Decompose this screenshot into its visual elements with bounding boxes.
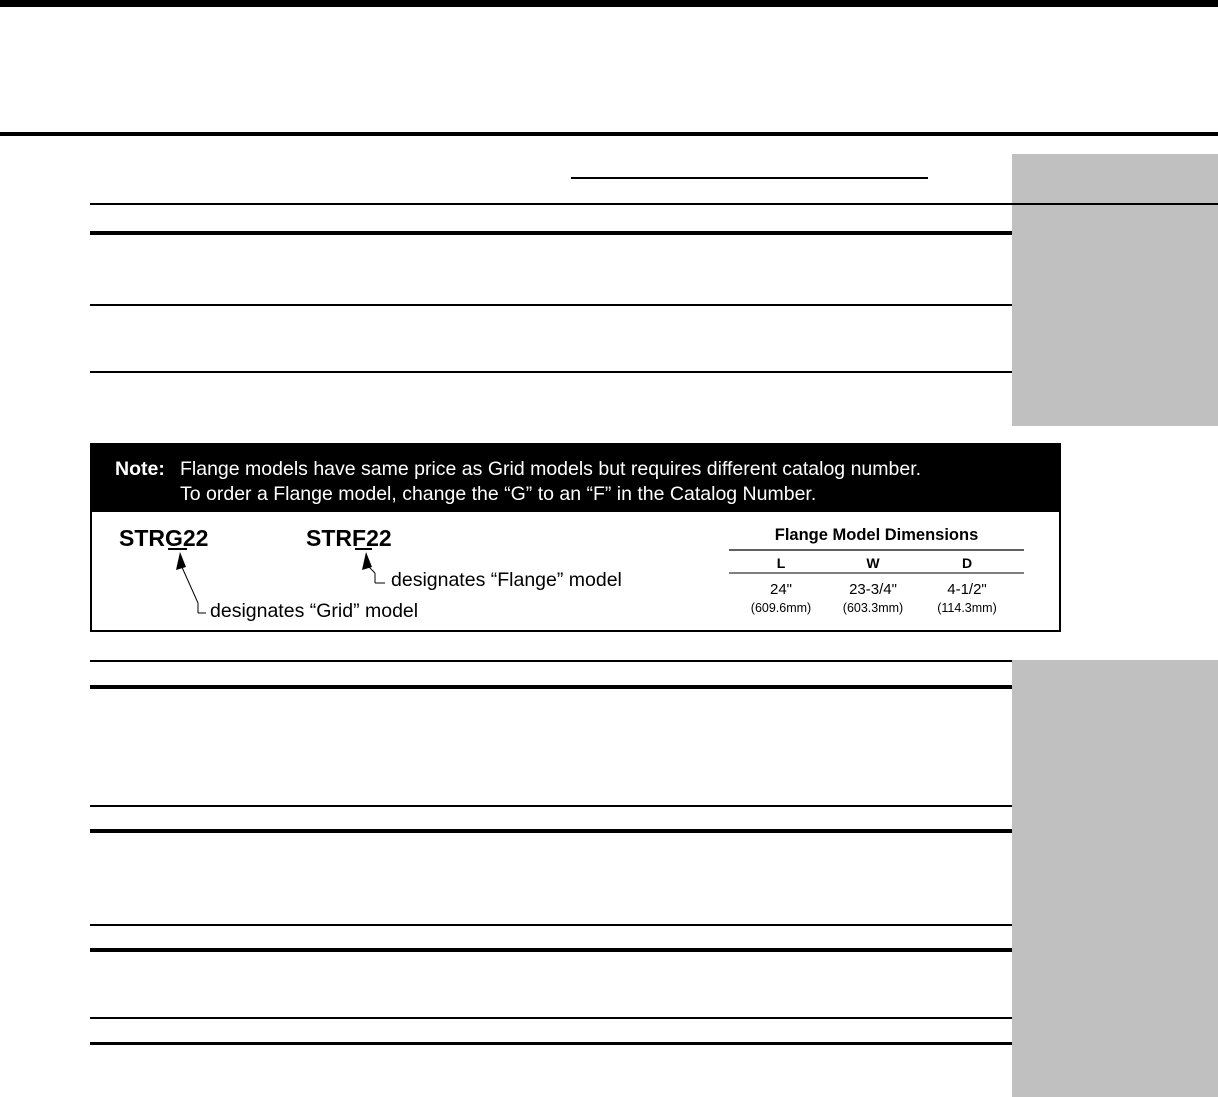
note-line-2: To order a Flange model, change the “G” to an “F” in the Catalog Number.: [180, 483, 817, 505]
dim-metric-w: (603.3mm): [842, 601, 904, 615]
flange-callout: [355, 549, 385, 583]
table-rule: [90, 660, 1012, 662]
dim-header-l: L: [776, 555, 786, 571]
side-panel-bottom: [1012, 660, 1218, 1097]
note-line-1: Flange models have same price as Grid models but requires different catalog number.: [180, 458, 922, 480]
table-rule: [90, 829, 1012, 833]
flange-model-key: F: [352, 525, 367, 551]
table-rule: [90, 685, 1012, 689]
table-rule: [90, 924, 1012, 926]
dim-value-w: 23-3/4": [849, 581, 897, 598]
top-rule: [0, 0, 1218, 7]
grid-model-key: G: [165, 525, 183, 551]
dim-value-l: 24": [769, 581, 792, 598]
table-rule: [90, 371, 1012, 373]
table-rule: [90, 1042, 1012, 1045]
note-label: Note:: [115, 458, 165, 480]
dimensions-title: Flange Model Dimensions: [774, 526, 979, 544]
dim-header-w: W: [866, 555, 880, 571]
grid-callout: [168, 549, 206, 613]
grid-model-number: STRG22: [119, 525, 209, 551]
dim-metric-d: (114.3mm): [937, 601, 997, 615]
side-panel-top: [1012, 154, 1218, 426]
dim-header-d: D: [961, 555, 973, 571]
table-rule: [90, 203, 1218, 205]
header-underline: [571, 177, 928, 179]
grid-designation: designates “Grid” model: [210, 600, 419, 622]
flange-model-number: STRF22: [306, 525, 392, 551]
header-rule: [0, 132, 1218, 136]
table-rule: [90, 231, 1012, 235]
table-rule: [90, 304, 1012, 306]
dim-metric-l: (609.6mm): [750, 601, 812, 615]
flange-note-box: [90, 443, 1061, 632]
table-rule: [90, 805, 1012, 807]
table-rule: [90, 948, 1012, 952]
dim-value-d: 4-1/2": [947, 581, 987, 598]
table-rule: [90, 1017, 1012, 1019]
flange-designation: designates “Flange” model: [391, 569, 622, 591]
